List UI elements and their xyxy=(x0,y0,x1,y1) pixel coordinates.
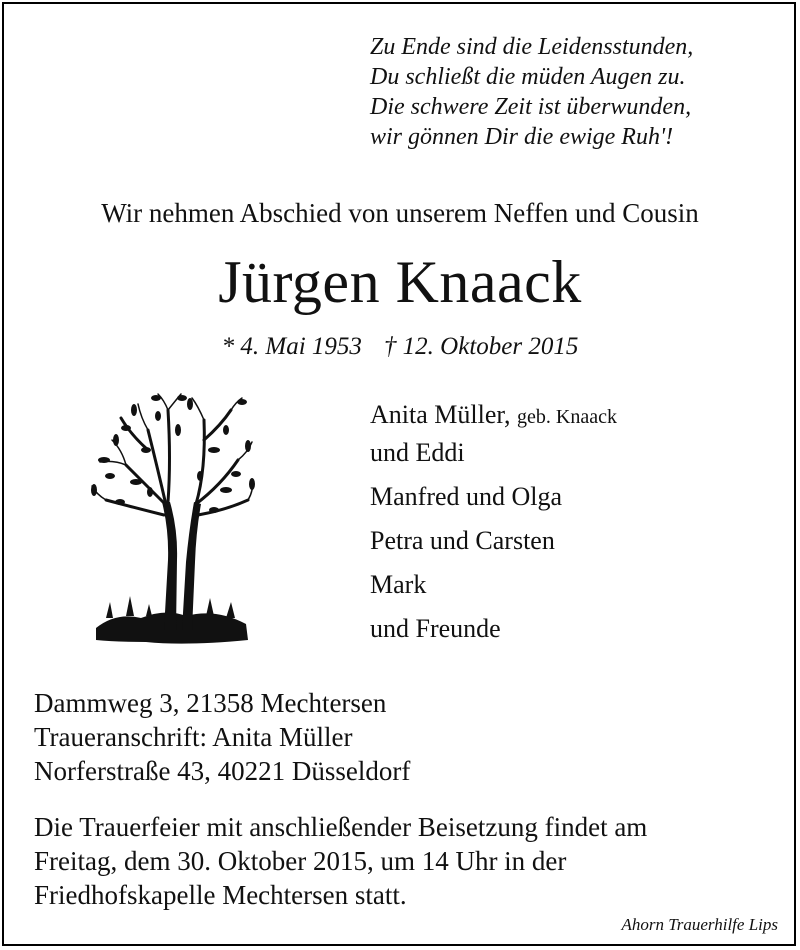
address-block xyxy=(34,686,410,788)
intro-text: Wir nehmen Abschied von unserem Neffen und Cousin xyxy=(101,198,699,228)
ceremony-info xyxy=(34,810,647,912)
mourner-name: Anita Müller, xyxy=(370,400,511,429)
address-line: Norferstraße 43, 40221 Düsseldorf xyxy=(34,756,411,786)
birth-date: * 4. Mai 1953 xyxy=(221,333,362,360)
mourners-list xyxy=(370,400,617,658)
address-line: Dammweg 3, 21358 Mechtersen xyxy=(34,688,387,718)
address-line: Traueranschrift: Anita Müller xyxy=(34,722,353,752)
ceremony-line: Friedhofskapelle Mechtersen statt. xyxy=(34,880,407,910)
death-date: † 12. Oktober 2015 xyxy=(383,333,579,360)
poem-line: Zu Ende sind die Leidensstunden, xyxy=(370,34,694,60)
maiden-name: geb. Knaack xyxy=(517,406,617,428)
mourner-row: Mark xyxy=(370,570,427,599)
deceased-name: Jürgen Knaack xyxy=(218,249,582,315)
mourner-row: und Freunde xyxy=(370,614,501,643)
mourner-row: Petra und Carsten xyxy=(370,526,555,555)
funeral-home-credit: Ahorn Trauerhilfe Lips xyxy=(621,915,778,934)
life-dates xyxy=(0,333,800,361)
poem-line: wir gönnen Dir die ewige Ruh'! xyxy=(370,124,674,150)
ceremony-line: Freitag, dem 30. Oktober 2015, um 14 Uhr in der xyxy=(34,846,567,876)
mourner-row: Manfred und Olga xyxy=(370,482,563,511)
poem-line: Du schließt die müden Augen zu. xyxy=(370,64,686,90)
poem-line: Die schwere Zeit ist überwunden, xyxy=(370,94,692,120)
mourner-row xyxy=(370,400,617,438)
poem xyxy=(370,32,693,152)
tree-icon xyxy=(86,390,256,650)
ceremony-line: Die Trauerfeier mit anschließender Beisetzung findet am xyxy=(34,812,648,842)
mourner-row: und Eddi xyxy=(370,438,465,467)
